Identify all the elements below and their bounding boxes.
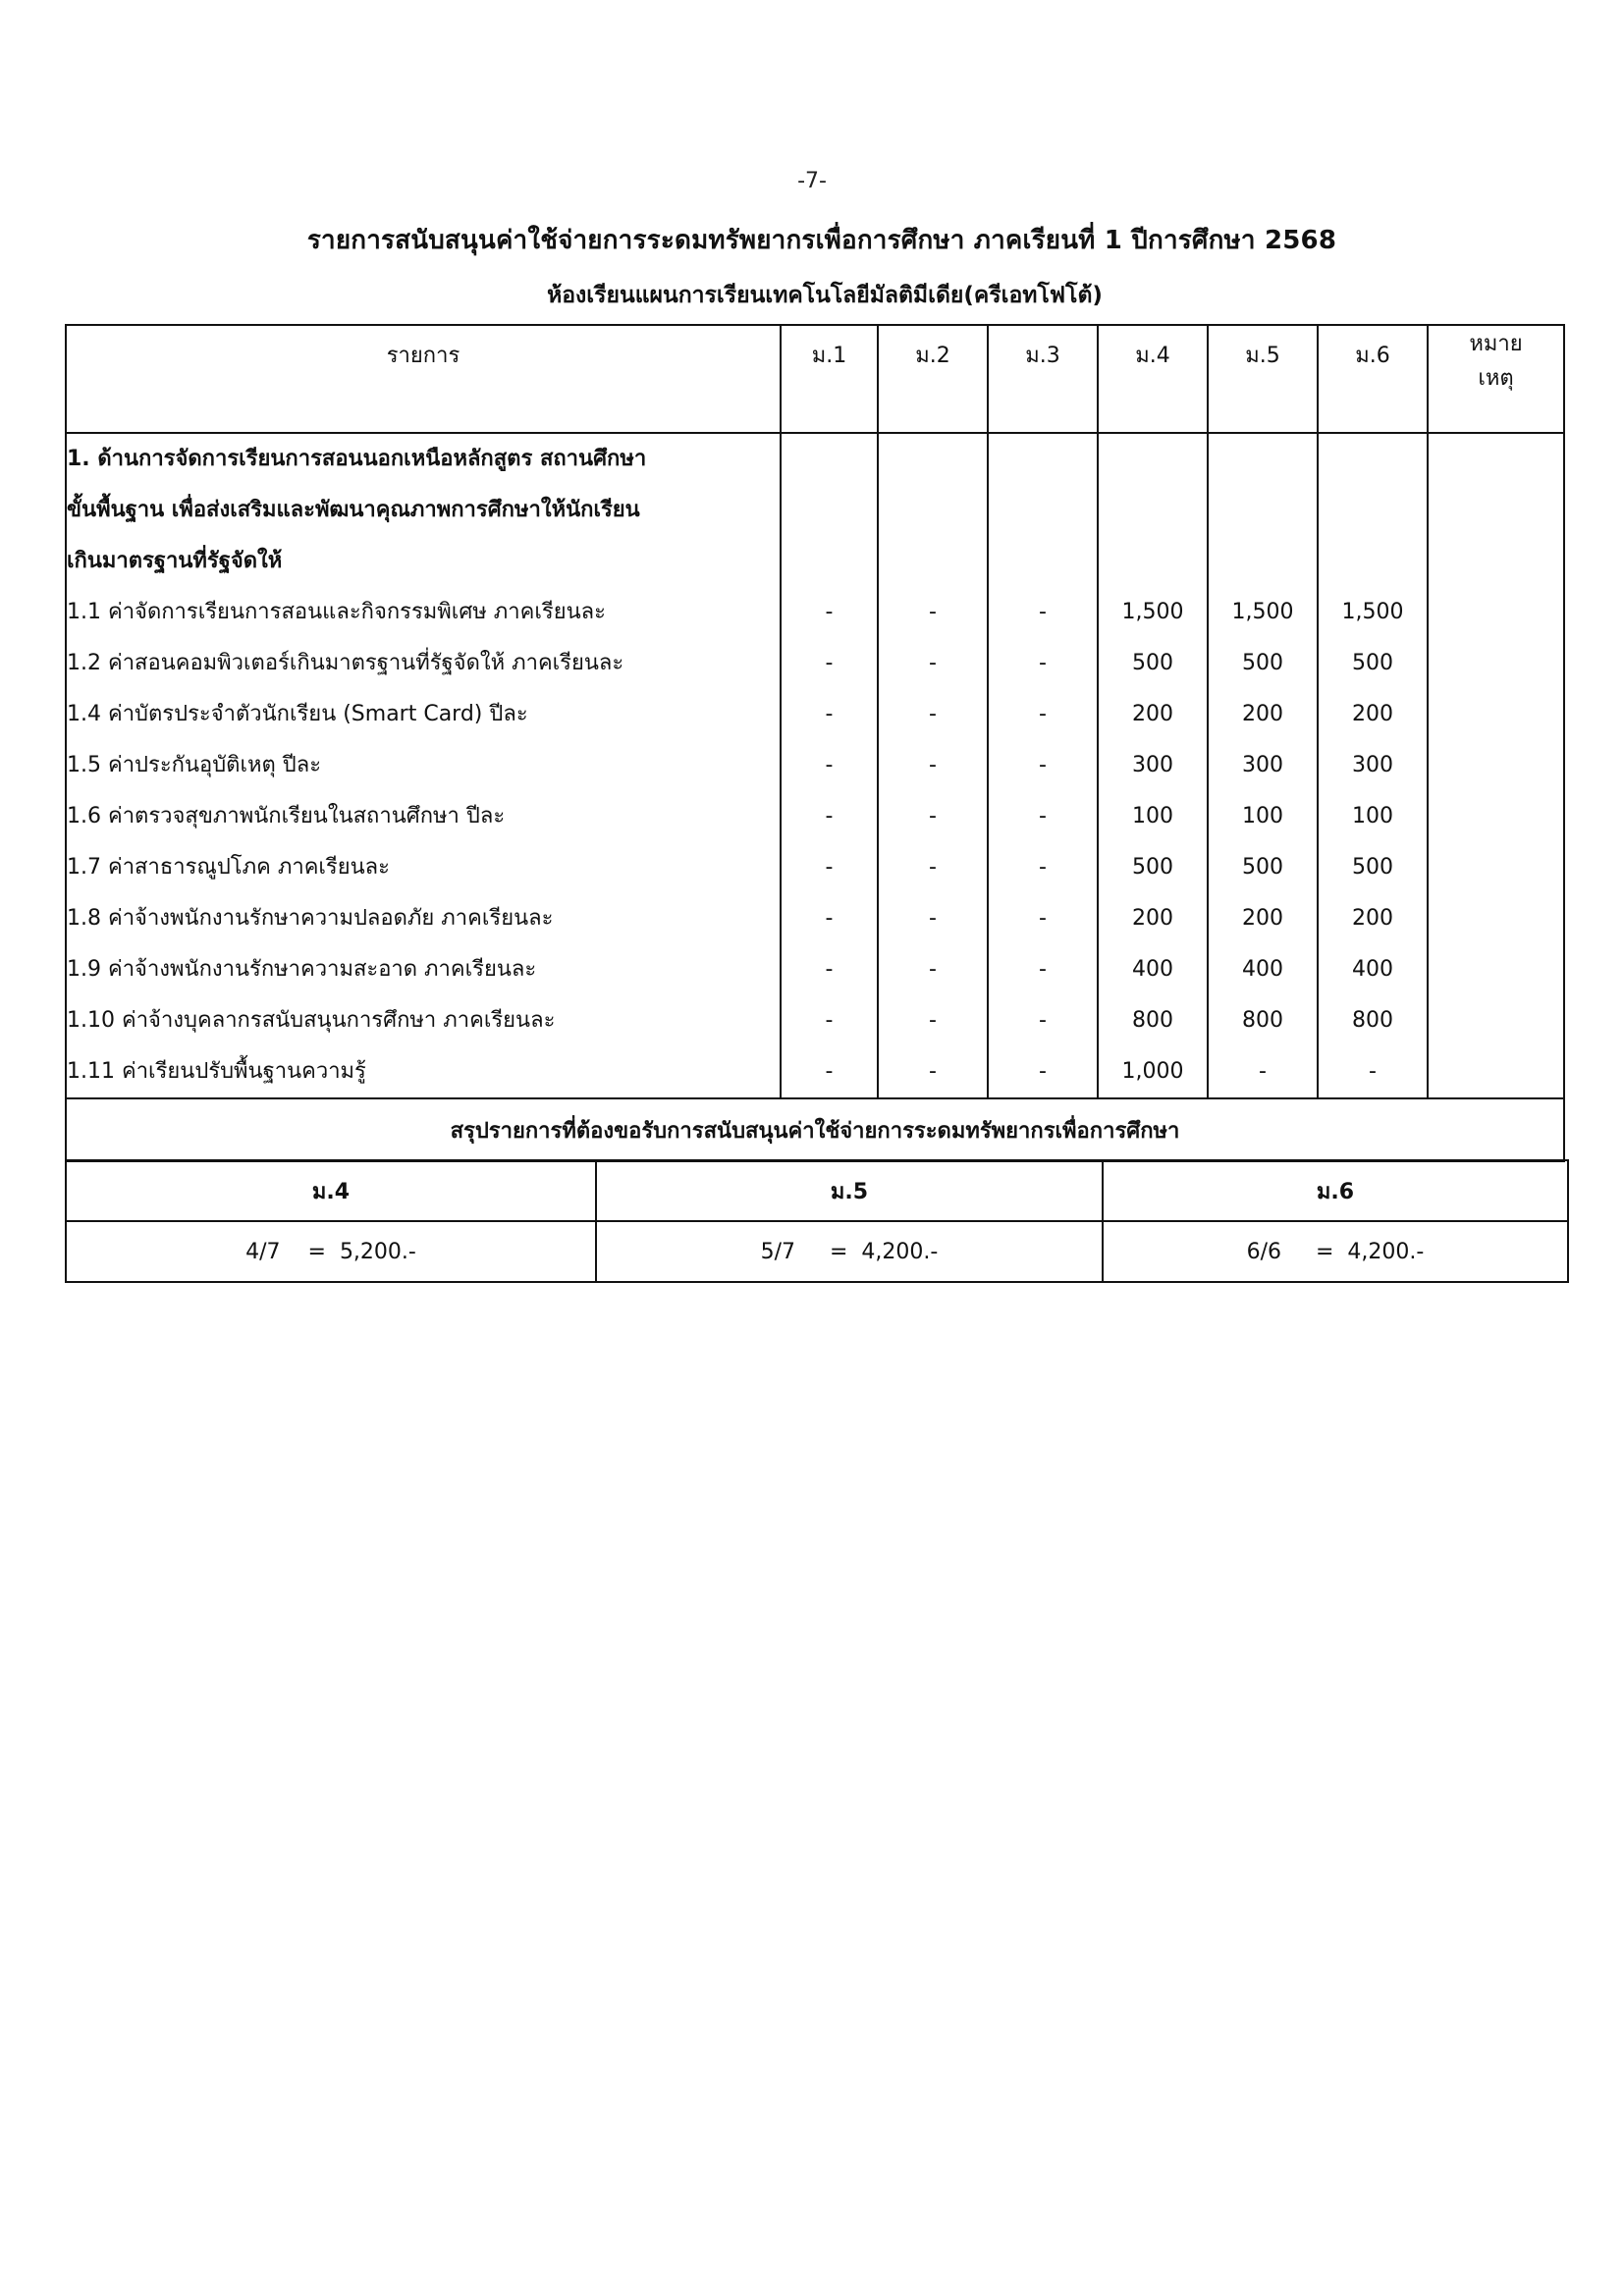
cell-value: - <box>825 855 834 880</box>
header-note: หมาย เหตุ <box>1428 325 1564 433</box>
cell-value: 400 <box>1132 957 1173 982</box>
table-body-row <box>66 433 1564 1098</box>
grade-m4-column <box>1098 433 1208 1098</box>
header-grade-m5: ม.5 <box>1208 325 1318 433</box>
item-label: 1.5 ค่าประกันอุบัติเหตุ ปีละ <box>67 753 322 777</box>
cell-value: - <box>1039 855 1047 880</box>
cell-value: - <box>1039 600 1047 624</box>
cell-value: 100 <box>1132 804 1173 828</box>
cell-value: - <box>929 855 937 880</box>
summary-header-m6: ม.6 <box>1103 1160 1568 1221</box>
cell-value: 100 <box>1352 804 1393 828</box>
grade-m1-column <box>781 433 878 1098</box>
cell-value: - <box>825 651 834 675</box>
cell-value: - <box>825 1008 834 1033</box>
cell-value: 1,500 <box>1121 600 1184 624</box>
cell-value: 300 <box>1352 753 1393 777</box>
item-label: 1.7 ค่าสาธารณูปโภค ภาคเรียนละ <box>67 855 390 880</box>
document-title: รายการสนับสนุนค่าใช้จ่ายการระดมทรัพยากรเพื่อการศึกษา ภาคเรียนที่ 1 ปีการศึกษา 2568 <box>306 226 1337 255</box>
page-number: -7- <box>797 169 827 193</box>
document-subtitle: ห้องเรียนแผนการเรียนเทคโนโลยีมัลติมีเดีย(ครีเอทโฟโต้) <box>547 283 1103 308</box>
cell-value: - <box>825 906 834 931</box>
cell-value: - <box>1039 1008 1047 1033</box>
cell-value: 800 <box>1352 1008 1393 1033</box>
summary-value-m5: 5/7 = 4,200.- <box>596 1221 1103 1282</box>
cell-value: - <box>825 957 834 982</box>
section-heading-line: ขั้นพื้นฐาน เพื่อส่งเสริมและพัฒนาคุณภาพการศึกษาให้นักเรียน <box>67 498 640 522</box>
cell-value: 500 <box>1352 651 1393 675</box>
item-label: 1.2 ค่าสอนคอมพิวเตอร์เกินมาตรฐานที่รัฐจัดให้ ภาคเรียนละ <box>67 651 624 675</box>
grade-m3-column <box>988 433 1098 1098</box>
summary-header-m5: ม.5 <box>596 1160 1103 1221</box>
expense-table <box>65 324 1565 1162</box>
header-grade-m1: ม.1 <box>781 325 878 433</box>
note-column <box>1428 433 1564 1098</box>
cell-value: 500 <box>1132 855 1173 880</box>
cell-value: - <box>825 702 834 726</box>
cell-value: 200 <box>1242 906 1283 931</box>
header-grade-m2: ม.2 <box>878 325 988 433</box>
section-heading-line: เกินมาตรฐานที่รัฐจัดให้ <box>67 549 283 573</box>
cell-value: 200 <box>1132 702 1173 726</box>
cell-value: - <box>825 1059 834 1084</box>
item-label: 1.8 ค่าจ้างพนักงานรักษาความปลอดภัย ภาคเรียนละ <box>67 906 554 931</box>
cell-value: 1,000 <box>1121 1059 1184 1084</box>
summary-value-m6: 6/6 = 4,200.- <box>1103 1221 1568 1282</box>
cell-value: - <box>1259 1059 1267 1084</box>
cell-value: 300 <box>1242 753 1283 777</box>
cell-value: - <box>1039 957 1047 982</box>
cell-value: - <box>929 600 937 624</box>
cell-value: 300 <box>1132 753 1173 777</box>
cell-value: - <box>929 702 937 726</box>
item-label: 1.9 ค่าจ้างพนักงานรักษาความสะอาด ภาคเรียนละ <box>67 957 537 982</box>
summary-header-m4: ม.4 <box>66 1160 596 1221</box>
cell-value: - <box>1039 1059 1047 1084</box>
cell-value: - <box>929 753 937 777</box>
cell-value: 100 <box>1242 804 1283 828</box>
cell-value: - <box>825 804 834 828</box>
cell-value: - <box>1369 1059 1377 1084</box>
cell-value: 800 <box>1132 1008 1173 1033</box>
grade-m2-column <box>878 433 988 1098</box>
cell-value: - <box>1039 753 1047 777</box>
cell-value: - <box>1039 906 1047 931</box>
summary-title: สรุปรายการที่ต้องขอรับการสนับสนุนค่าใช้จ่ายการระดมทรัพยากรเพื่อการศึกษา <box>66 1098 1564 1161</box>
items-column <box>66 433 781 1098</box>
cell-value: - <box>929 906 937 931</box>
cell-value: 500 <box>1352 855 1393 880</box>
cell-value: 500 <box>1132 651 1173 675</box>
summary-value-m4: 4/7 = 5,200.- <box>66 1221 596 1282</box>
cell-value: 800 <box>1242 1008 1283 1033</box>
cell-value: - <box>929 1059 937 1084</box>
cell-value: 1,500 <box>1231 600 1294 624</box>
header-grade-m4: ม.4 <box>1098 325 1208 433</box>
header-grade-m3: ม.3 <box>988 325 1098 433</box>
cell-value: - <box>929 1008 937 1033</box>
item-label: 1.1 ค่าจัดการเรียนการสอนและกิจกรรมพิเศษ ภาคเรียนละ <box>67 600 606 624</box>
summary-title-row <box>66 1098 1564 1161</box>
table-header-row <box>66 325 1564 433</box>
cell-value: 200 <box>1242 702 1283 726</box>
item-label: 1.10 ค่าจ้างบุคลากรสนับสนุนการศึกษา ภาคเรียนละ <box>67 1008 556 1033</box>
cell-value: 500 <box>1242 651 1283 675</box>
cell-value: - <box>825 753 834 777</box>
summary-table <box>65 1159 1569 1283</box>
cell-value: - <box>929 651 937 675</box>
cell-value: 200 <box>1352 906 1393 931</box>
grade-m6-column <box>1318 433 1428 1098</box>
cell-value: - <box>1039 702 1047 726</box>
item-label: 1.4 ค่าบัตรประจำตัวนักเรียน (Smart Card) ปีละ <box>67 702 528 726</box>
cell-value: - <box>929 804 937 828</box>
cell-value: 1,500 <box>1341 600 1404 624</box>
header-item: รายการ <box>66 325 781 433</box>
cell-value: - <box>825 600 834 624</box>
header-grade-m6: ม.6 <box>1318 325 1428 433</box>
section-heading-line: 1. ด้านการจัดการเรียนการสอนนอกเหนือหลักสูตร สถานศึกษา <box>67 447 647 471</box>
cell-value: 400 <box>1352 957 1393 982</box>
cell-value: - <box>1039 651 1047 675</box>
cell-value: 200 <box>1132 906 1173 931</box>
cell-value: 200 <box>1352 702 1393 726</box>
cell-value: - <box>1039 804 1047 828</box>
grade-m5-column <box>1208 433 1318 1098</box>
item-label: 1.6 ค่าตรวจสุขภาพนักเรียนในสถานศึกษา ปีละ <box>67 804 506 828</box>
cell-value: - <box>929 957 937 982</box>
cell-value: 500 <box>1242 855 1283 880</box>
item-label: 1.11 ค่าเรียนปรับพื้นฐานความรู้ <box>67 1059 366 1084</box>
summary-header-row <box>66 1160 1568 1221</box>
cell-value: 400 <box>1242 957 1283 982</box>
summary-value-row <box>66 1221 1568 1282</box>
